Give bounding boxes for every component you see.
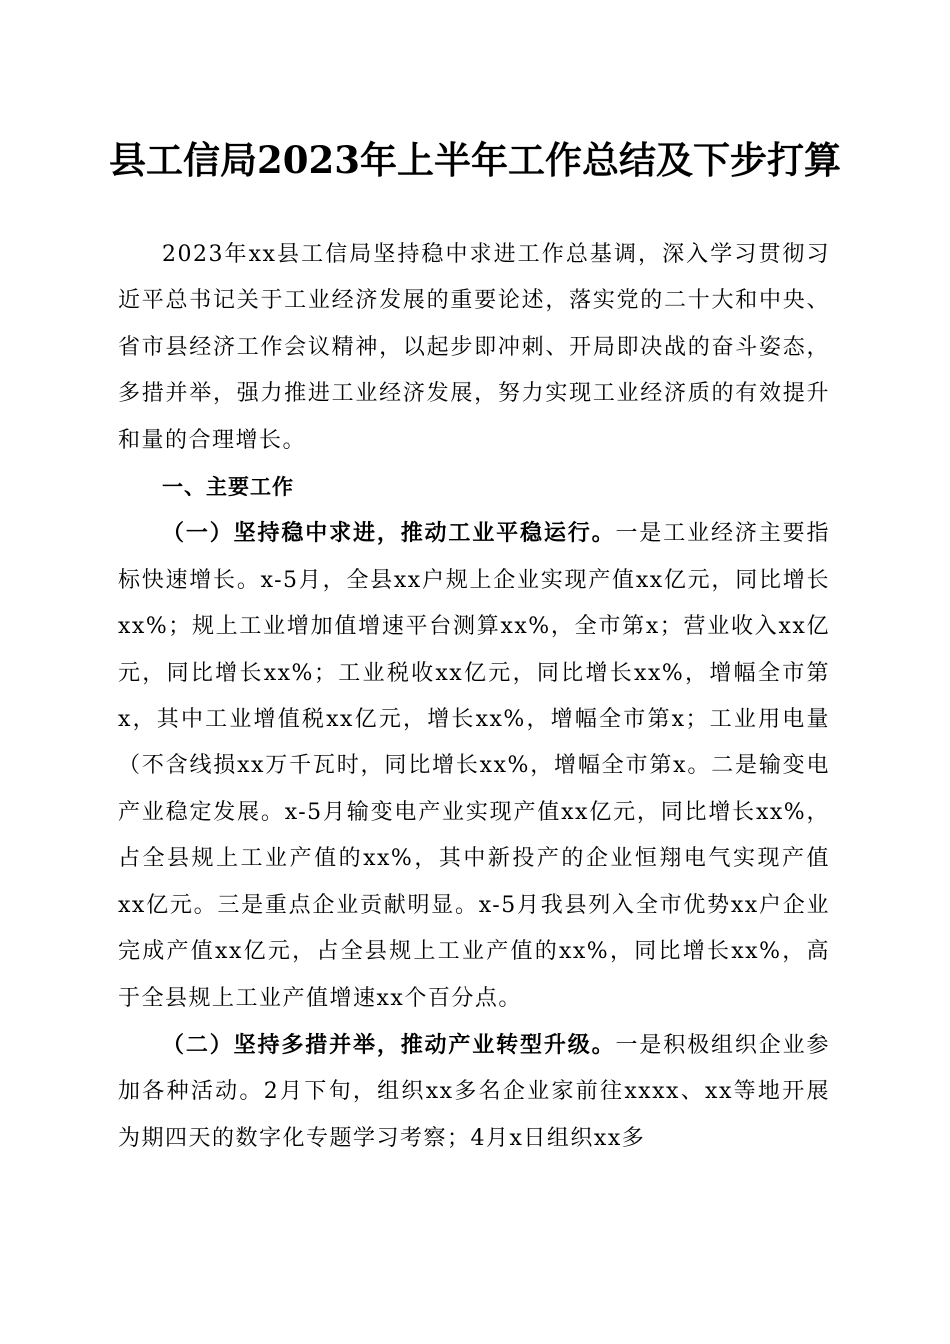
- subheading-stable-operation: （一）坚持稳中求进，推动工业平稳运行。: [162, 520, 616, 547]
- paragraph-industry-upgrade-text: 一是积极组织企业参加各种活动。2月下旬，组织xx多名企业家前往xxxx、xx等地开展为期四天的数字化专题学习考察；4月x日组织xx多: [118, 1032, 830, 1151]
- paragraph-stable-operation: [118, 510, 830, 1021]
- document-body: [118, 232, 830, 1162]
- paragraph-industry-upgrade: [118, 1022, 830, 1162]
- section-heading-main-work: 一、主要工作: [162, 475, 294, 500]
- subheading-industry-upgrade: （二）坚持多措并举，推动产业转型升级。: [162, 1031, 616, 1058]
- paragraph-stable-operation-text: 一是工业经济主要指标快速增长。x-5月，全县xx户规上企业实现产值xx亿元，同比增长xx%；规上工业增加值增速平台测算xx%，全市第x；营业收入xx亿元，同比增长xx%；工业税收xx亿元，同比增长xx%，增幅全市第x，其中工业增值税xx亿元，增长xx%，增幅全市第x；工业用电量（不含线损xx万千瓦时，同比增长xx%，增幅全市第x。二是输变电产业稳定发展。x-5月输变电产业实现产值xx亿元，同比增长xx%，占全县规上工业产值的xx%，其中新投产的企业恒翔电气实现产值xx亿元。三是重点企业贡献明显。x-5月我县列入全市优势xx户企业完成产值xx亿元，占全县规上工业产值的xx%，同比增长xx%，高于全县规上工业产值增速xx个百分点。: [118, 521, 830, 1011]
- document-title: 县工信局2023年上半年工作总结及下步打算: [109, 138, 841, 182]
- intro-paragraph: 2023年xx县工信局坚持稳中求进工作总基调，深入学习贯彻习近平总书记关于工业经济发展的重要论述，落实党的二十大和中央、省市县经济工作会议精神，以起步即冲刺、开局即决战的奋斗姿态，多措并举，强力推进工业经济发展，努力实现工业经济质的有效提升和量的合理增长。: [118, 242, 830, 453]
